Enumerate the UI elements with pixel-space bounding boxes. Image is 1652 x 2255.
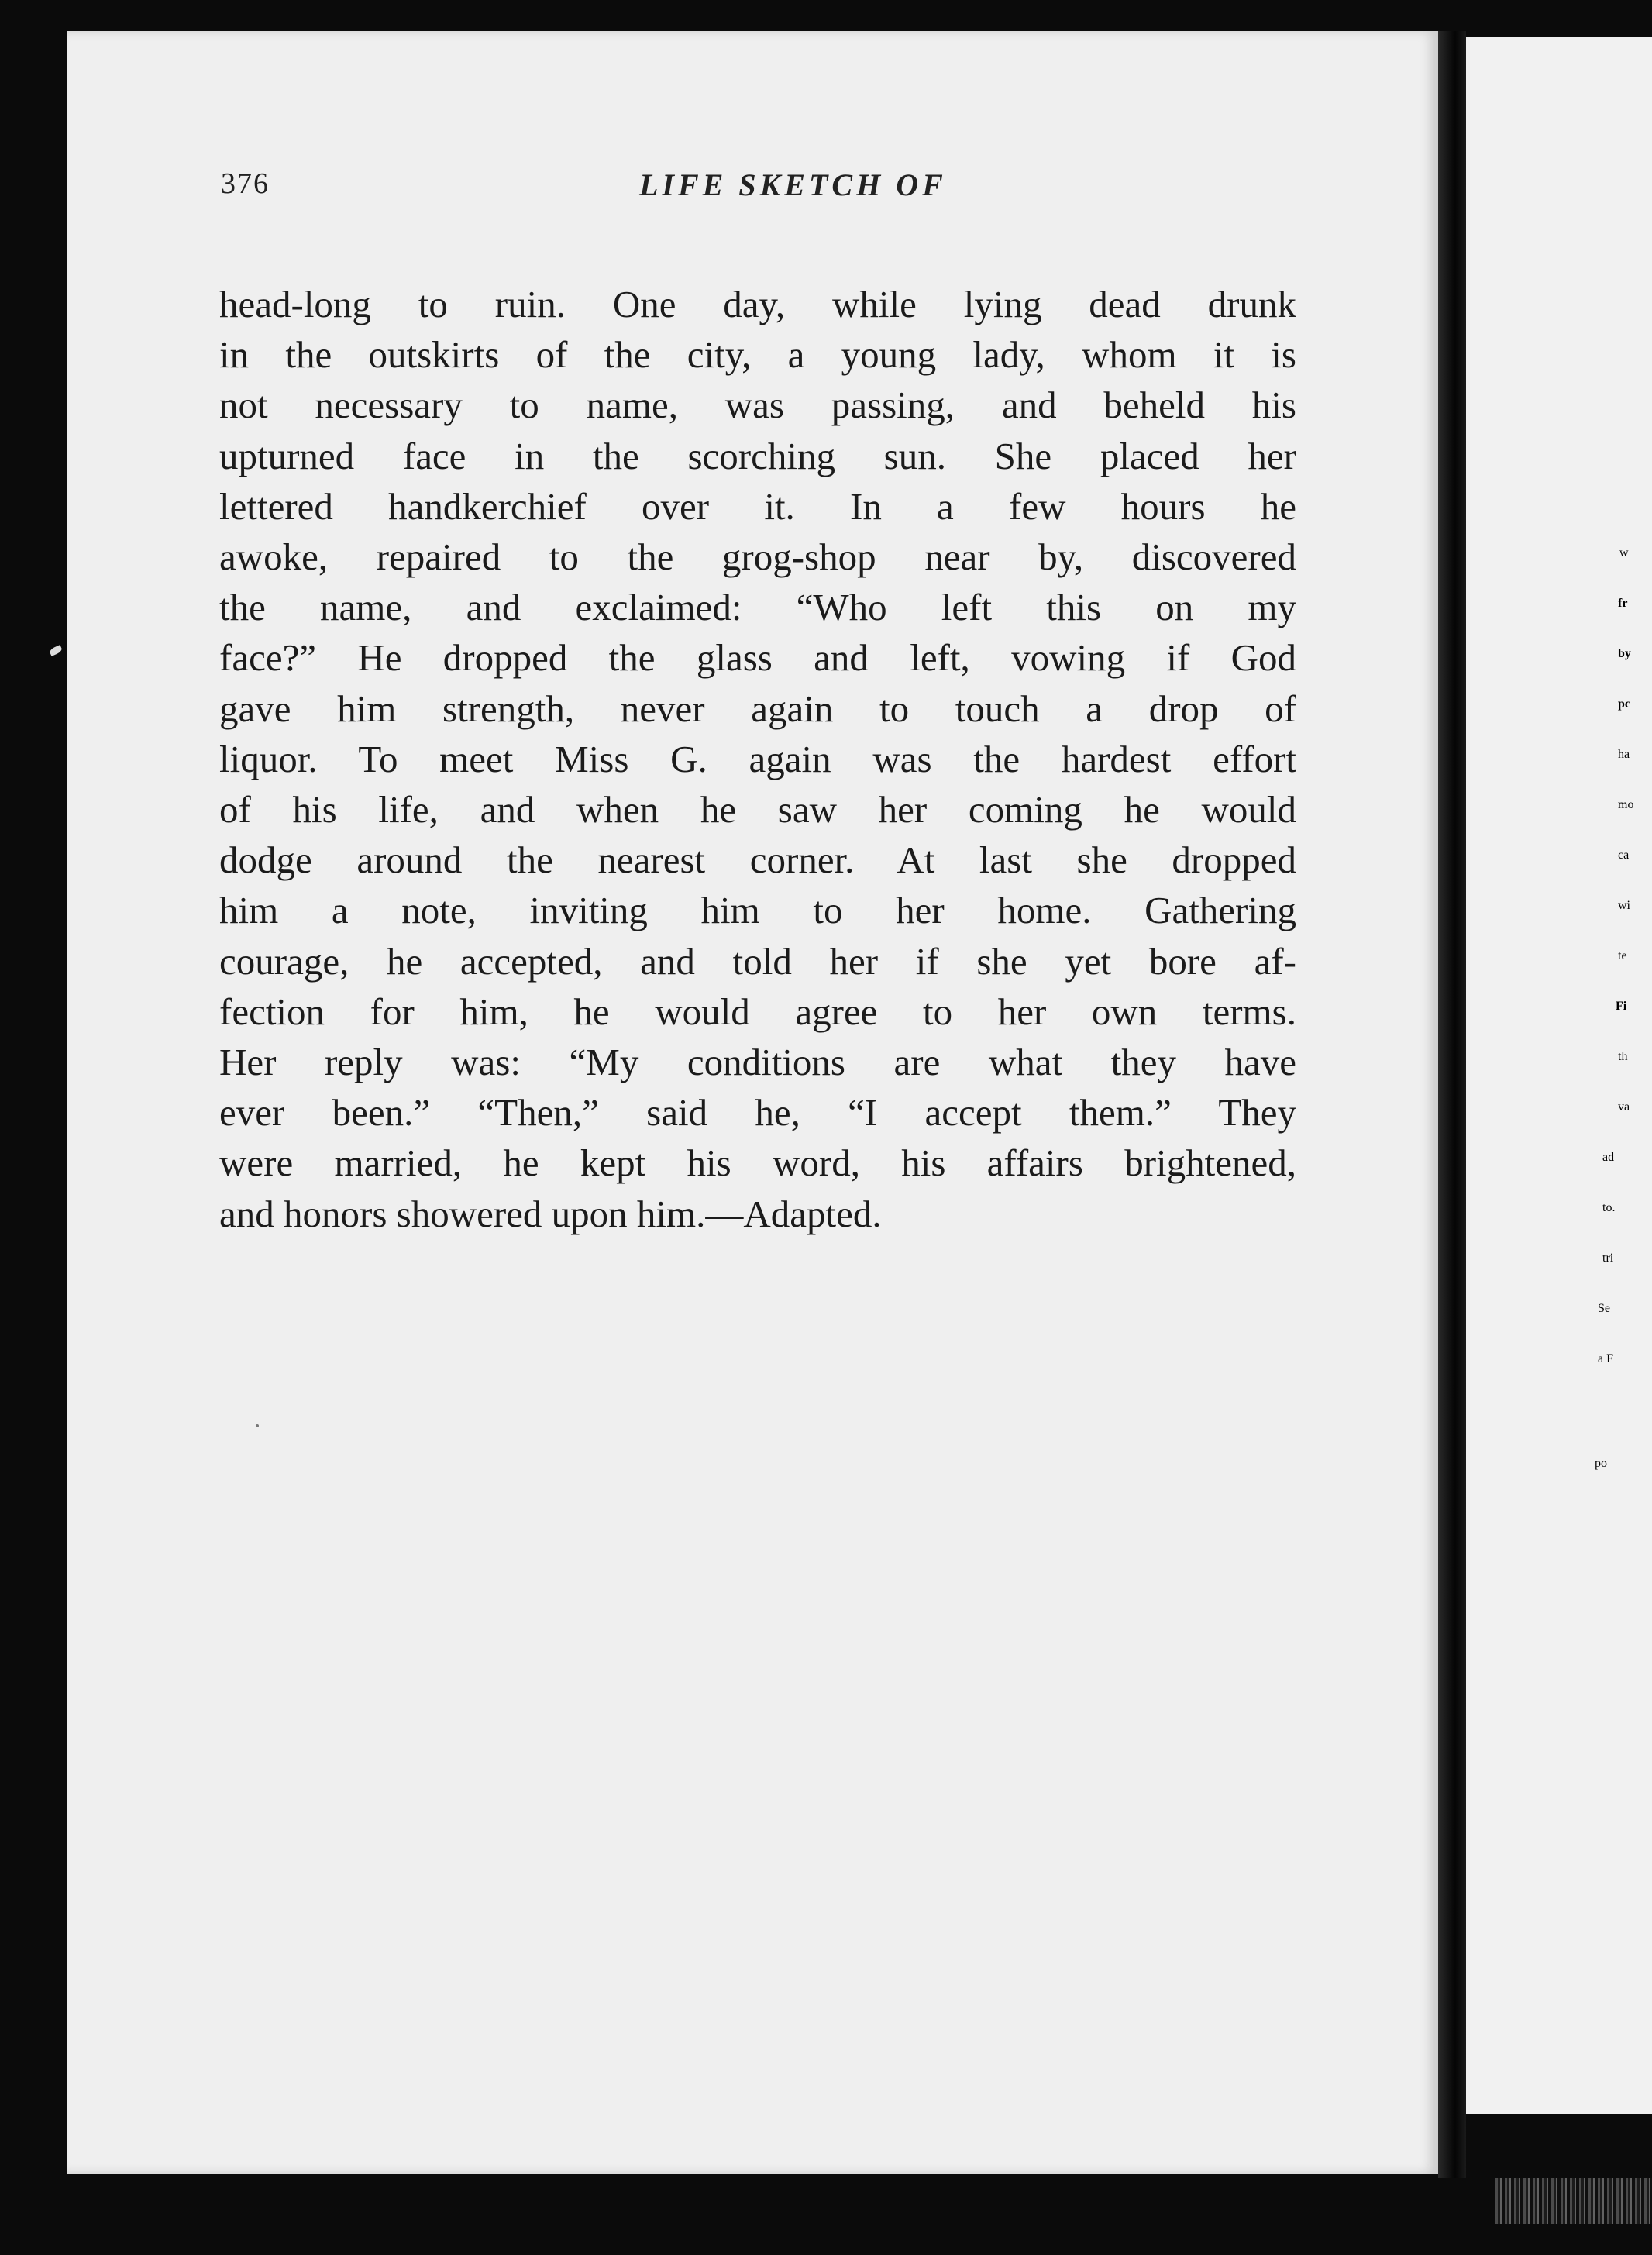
right-page-fragment: tri xyxy=(1602,1251,1614,1265)
page-number: 376 xyxy=(221,167,270,200)
text-line: were married, he kept his word, his affairs brightened, xyxy=(219,1141,1296,1185)
text-line: of his life, and when he saw her coming he would xyxy=(219,788,1296,831)
text-line: in the outskirts of the city, a young lady, whom it is xyxy=(219,333,1296,377)
right-page-fragment: ad xyxy=(1602,1151,1615,1164)
text-line: awoke, repaired to the grog-shop near by, discovered xyxy=(219,535,1296,579)
right-page-fragment: to. xyxy=(1602,1201,1616,1214)
right-page-fragment: te xyxy=(1618,949,1627,962)
text-line: ever been.” “Then,” said he, “I accept them.” They xyxy=(219,1091,1296,1134)
right-page-fragment: po xyxy=(1595,1457,1607,1470)
right-page-fragment: Fi xyxy=(1616,1000,1627,1013)
right-page-fragment: va xyxy=(1618,1100,1630,1114)
right-page-fragment: ca xyxy=(1618,849,1630,862)
text-line: him a note, inviting him to her home. Gathering xyxy=(219,889,1296,932)
right-page-fragment: by xyxy=(1618,647,1631,660)
right-page-fragment: ha xyxy=(1618,748,1630,761)
right-page-fragment: w xyxy=(1619,546,1629,559)
text-line: fection for him, he would agree to her own terms. xyxy=(219,990,1296,1033)
text-line: not necessary to name, was passing, and beheld his xyxy=(219,384,1296,427)
right-page-fragment: Se xyxy=(1598,1302,1610,1315)
text-line: the name, and exclaimed: “Who left this on my xyxy=(219,586,1296,629)
running-title: LIFE SKETCH OF xyxy=(639,167,947,202)
stray-mark xyxy=(49,645,63,656)
body-text xyxy=(219,279,1296,1239)
right-page-fragment: mo xyxy=(1618,798,1634,811)
right-page-fragment: wi xyxy=(1618,899,1630,912)
text-line: head-long to ruin. One day, while lying dead drunk xyxy=(219,283,1296,325)
text-line: lettered handkerchief over it. In a few hours he xyxy=(219,484,1296,528)
scan-noise xyxy=(1495,2178,1652,2224)
text-line: upturned face in the scorching sun. She placed her xyxy=(219,434,1296,477)
running-head xyxy=(221,167,1306,213)
text-line: face?” He dropped the glass and left, vowing if God xyxy=(219,636,1296,680)
text-line: gave him strength, never again to touch a drop of xyxy=(219,687,1296,730)
text-line: Her reply was: “My conditions are what they have xyxy=(219,1041,1296,1084)
right-page-edge xyxy=(1466,37,1652,2114)
right-page-fragment: th xyxy=(1618,1050,1628,1063)
text-line: dodge around the nearest corner. At last she dropped xyxy=(219,838,1296,882)
right-page-fragment: a F xyxy=(1598,1352,1613,1365)
right-page-fragment: fr xyxy=(1618,597,1628,610)
book-gutter xyxy=(1438,31,1466,2178)
text-line: and honors showered upon him.—Adapted. xyxy=(219,1192,882,1235)
paper-speck xyxy=(256,1424,259,1427)
text-line: liquor. To meet Miss G. again was the hardest effort xyxy=(219,737,1296,780)
right-page-fragment: pc xyxy=(1618,697,1630,711)
text-line: courage, he accepted, and told her if she yet bore af- xyxy=(219,939,1296,983)
